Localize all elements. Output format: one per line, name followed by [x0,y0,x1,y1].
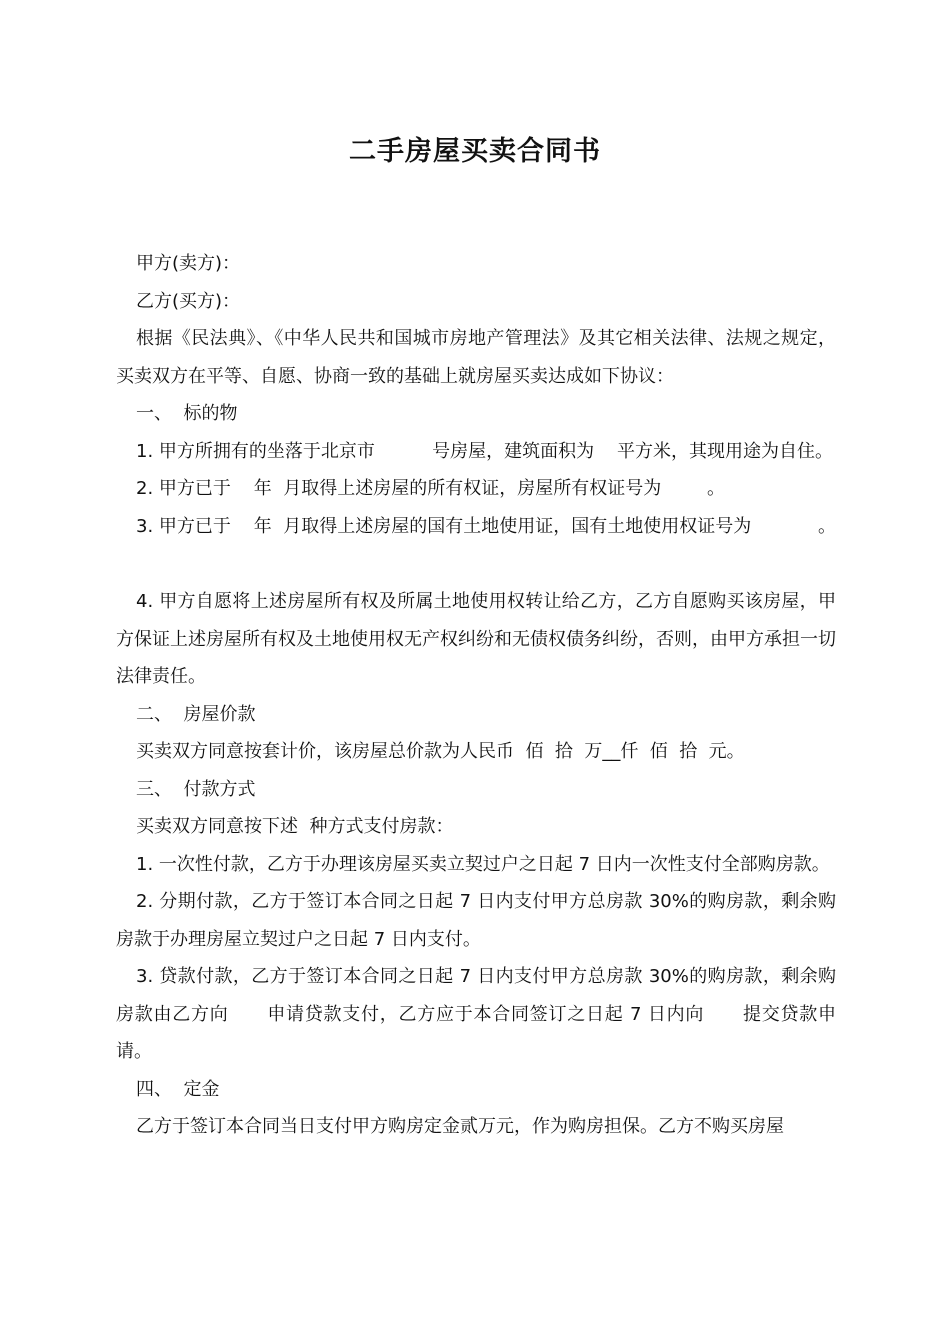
section-4-heading: 四、 定金 [136,1078,220,1100]
preamble-paragraph: 根据《民法典》、《中华人民共和国城市房地产管理法》及其它相关法律、法规之规定，买卖双方在平等、自愿、协商一致的基础上就房屋买卖达成如下协议： [116,328,836,387]
section-3-intro: 买卖双方同意按下述 种方式支付房款： [136,816,454,837]
section-2-heading: 二、 房屋价款 [136,703,256,725]
section-4-text: 乙方于签订本合同当日支付甲方购房定金贰万元，作为购房担保。乙方不购买房屋 [136,1116,784,1137]
party-b-line: 乙方(买方)： [136,290,241,312]
section-1-heading: 一、 标的物 [136,403,238,424]
section-1-item-2: 2. 甲方已于 年 月取得上述房屋的所有权证，房屋所有权证号为 。 [136,478,725,499]
section-1-item-3-text: 3. 甲方已于 年 月取得上述房屋的国有土地使用证，国有土地使用权证号为 [136,515,752,537]
section-1-item-4: 4. 甲方自愿将上述房屋所有权及所属土地使用权转让给乙方，乙方自愿购买该房屋，甲方保证上述房屋所有权及土地使用权无产权纠纷和无债权债务纠纷，否则，由甲方承担一切法律责任。 [116,591,836,687]
party-a-line: 甲方(卖方)： [136,253,241,274]
section-3-heading: 三、 付款方式 [136,778,256,800]
section-3-item-3: 3. 贷款付款，乙方于签订本合同之日起 7 日内支付甲方总房款 30%的购房款，剩余购房款由乙方向 申请贷款支付，乙方应于本合同签订之日起 7 日内向 提交贷款申请。 [116,966,836,1062]
section-1-item-1: 1. 甲方所拥有的坐落于北京市 号房屋，建筑面积为 平方米，其现用途为自住。 [136,440,833,462]
document-title: 二手房屋买卖合同书 [349,136,601,167]
section-2-text: 买卖双方同意按套计价，该房屋总价款为人民币 佰 拾 万__仟 佰 拾 元。 [136,741,745,762]
section-1-item-3 [116,508,836,546]
section-3-item-2: 2. 分期付款，乙方于签订本合同之日起 7 日内支付甲方总房款 30%的购房款，剩余购房款于办理房屋立契过户之日起 7 日内支付。 [116,891,836,950]
document-body [116,245,836,1146]
section-1-item-3-end: 。 [818,515,836,537]
blank-spacer [116,545,836,583]
section-3-item-1: 1. 一次性付款，乙方于办理该房屋买卖立契过户之日起 7 日内一次性支付全部购房款。 [136,853,830,875]
